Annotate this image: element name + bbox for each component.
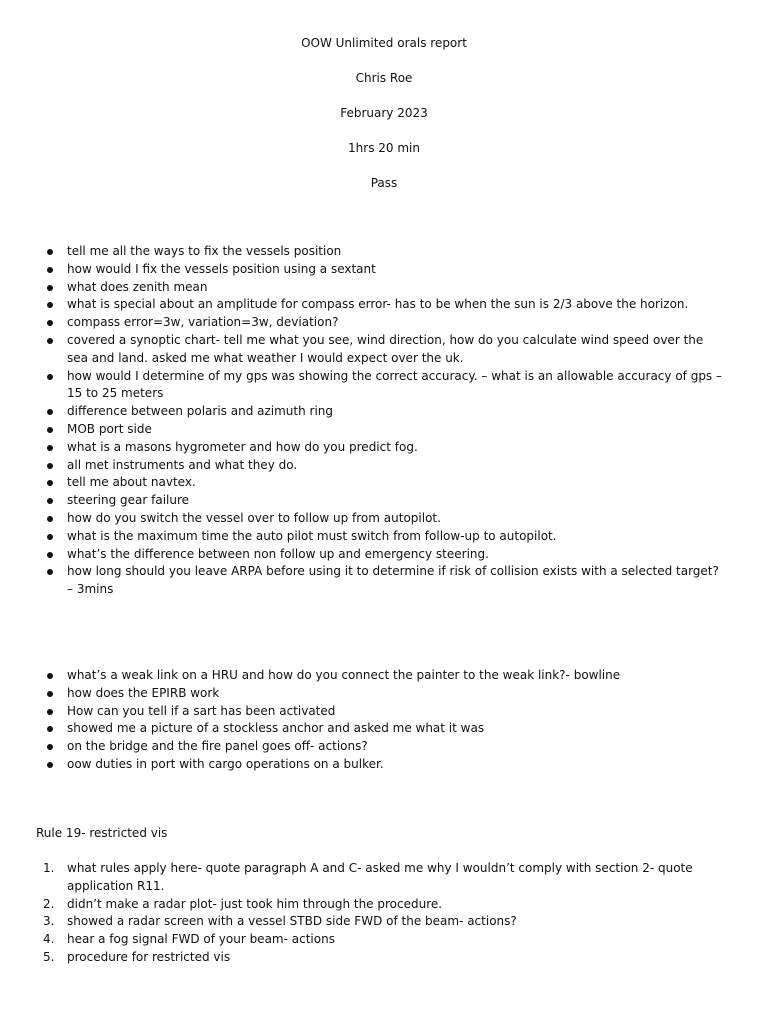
question-item: what is special about an amplitude for compass error- has to be when the sun is 2/3 above the horizon. (0, 296, 727, 314)
question-item: what does zenith mean (0, 279, 727, 297)
question-item: what is the maximum time the auto pilot must switch from follow-up to autopilot. (0, 528, 727, 546)
question-item: tell me about navtex. (0, 474, 727, 492)
question-item: showed me a picture of a stockless anchor and asked me what it was (0, 720, 727, 738)
rule19-section-title: Rule 19- restricted vis (36, 826, 168, 840)
question-item: how does the EPIRB work (0, 685, 727, 703)
question-item: steering gear failure (0, 492, 727, 510)
question-item: tell me all the ways to fix the vessels position (0, 243, 727, 261)
item-text: procedure for restricted vis (67, 949, 231, 964)
exam-duration: 1hrs 20 min (348, 141, 420, 155)
item-number: 1. (43, 861, 55, 875)
rule19-item (0, 913, 727, 931)
question-item: difference between polaris and azimuth ring (0, 403, 727, 421)
item-number: 2. (43, 896, 55, 911)
item-text: showed a radar screen with a vessel STBD side FWD of the beam- actions? (67, 914, 517, 929)
question-item: how long should you leave ARPA before using it to determine if risk of collision exists with a selected target? – 3mins (0, 563, 727, 599)
rule19-item (0, 931, 727, 949)
item-number: 3. (43, 914, 55, 929)
item-number: 4. (43, 932, 55, 947)
question-item: all met instruments and what they do. (0, 457, 727, 475)
question-item: what is a masons hygrometer and how do you predict fog. (0, 439, 727, 457)
rule19-item (0, 860, 727, 896)
question-item: how do you switch the vessel over to follow up from autopilot. (0, 510, 727, 528)
question-list-navigation (0, 243, 727, 599)
item-text: hear a fog signal FWD of your beam- actions (67, 932, 335, 947)
item-number: 5. (43, 949, 55, 964)
question-item: how would I determine of my gps was showing the correct accuracy. – what is an allowable accuracy of gps – 15 to 25 meters (0, 368, 727, 404)
exam-date: February 2023 (340, 106, 428, 120)
question-item: what’s the difference between non follow up and emergency steering. (0, 546, 727, 564)
question-item: how would I fix the vessels position using a sextant (0, 261, 727, 279)
rule19-question-list (0, 860, 727, 967)
item-text: didn’t make a radar plot- just took him through the procedure. (67, 896, 443, 911)
question-item: MOB port side (0, 421, 727, 439)
report-title: OOW Unlimited orals report (301, 36, 467, 50)
question-list-safety (0, 667, 727, 774)
exam-result: Pass (370, 176, 398, 190)
question-item: oow duties in port with cargo operations on a bulker. (0, 756, 727, 774)
rule19-item (0, 896, 727, 914)
question-item: compass error=3w, variation=3w, deviation? (0, 314, 727, 332)
question-item: on the bridge and the fire panel goes off- actions? (0, 738, 727, 756)
question-item: How can you tell if a sart has been activated (0, 703, 727, 721)
item-text: what rules apply here- quote paragraph A and C- asked me why I wouldn’t comply with section 2- quote application R11. (67, 861, 693, 893)
author-name: Chris Roe (355, 71, 413, 85)
question-item: what’s a weak link on a HRU and how do you connect the painter to the weak link?- bowline (0, 667, 727, 685)
rule19-item (0, 949, 727, 967)
question-item: covered a synoptic chart- tell me what you see, wind direction, how do you calculate wind speed over the sea and land. asked me what weather I would expect over the uk. (0, 332, 727, 368)
